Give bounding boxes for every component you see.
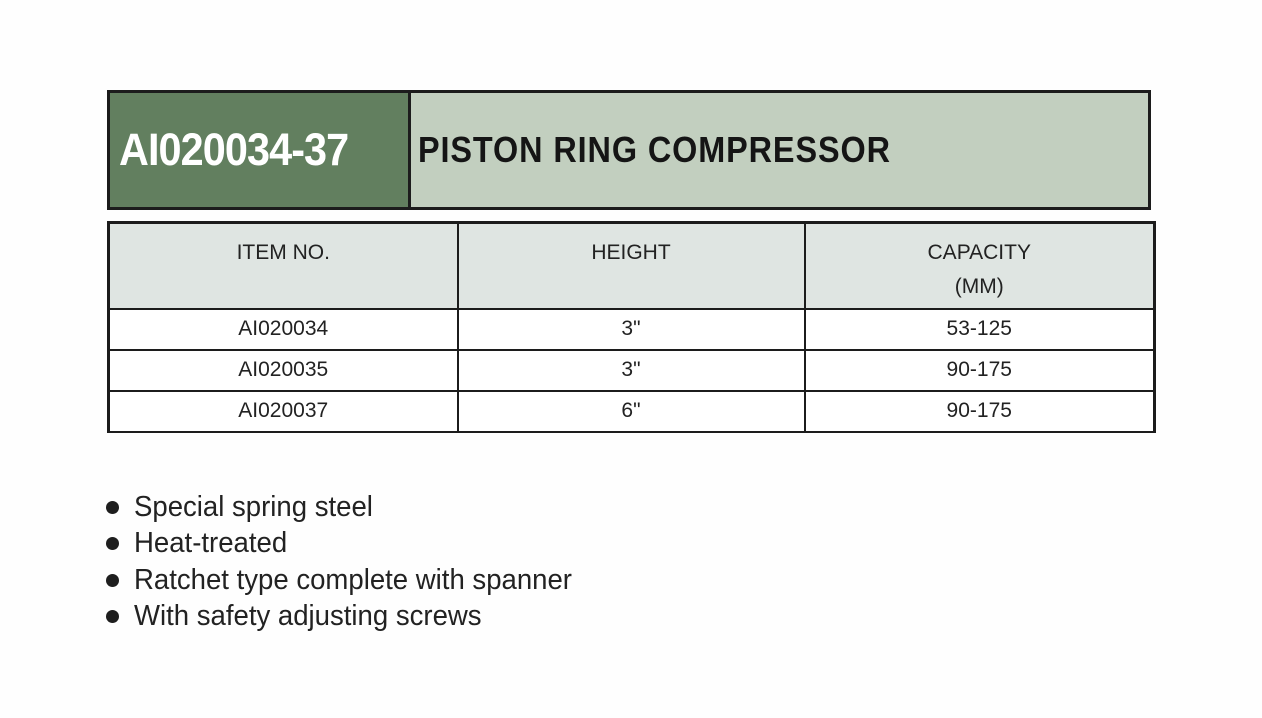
table-row: [109, 350, 1155, 391]
list-item: [104, 599, 595, 636]
cell-capacity: 90-175: [805, 350, 1155, 391]
cell-item-no: AI020034: [109, 309, 458, 350]
table-row: [109, 309, 1155, 350]
column-header-capacity: [805, 223, 1155, 309]
cell-height: 3": [458, 309, 805, 350]
cell-height: 6": [458, 391, 805, 432]
cell-item-no: AI020035: [109, 350, 458, 391]
cell-capacity: 53-125: [805, 309, 1155, 350]
feature-text: With safety adjusting screws: [134, 600, 482, 633]
column-header-item-no: [109, 223, 458, 309]
product-code: AI020034-37: [119, 124, 349, 175]
bullet-icon: [106, 574, 119, 587]
product-title: PISTON RING COMPRESSOR: [418, 129, 891, 170]
bullet-icon: [106, 501, 119, 514]
cell-item-no: AI020037: [109, 391, 458, 432]
product-code-box: [110, 93, 411, 207]
bullet-icon: [106, 537, 119, 550]
product-title-box: [411, 93, 1148, 207]
spec-table: [107, 221, 1156, 433]
column-header-height: [458, 223, 805, 309]
product-header-banner: [107, 90, 1151, 210]
column-header-label: HEIGHT: [591, 241, 671, 264]
column-header-label: ITEM NO.: [236, 241, 330, 264]
feature-list: [104, 489, 595, 635]
feature-text: Heat-treated: [134, 527, 288, 560]
list-item: [104, 526, 595, 563]
cell-capacity: 90-175: [805, 391, 1155, 432]
table-row: [109, 391, 1155, 432]
table-header-row: [109, 223, 1155, 309]
column-header-label: CAPACITY: [927, 241, 1031, 264]
bullet-icon: [106, 610, 119, 623]
feature-text: Ratchet type complete with spanner: [134, 563, 572, 596]
cell-height: 3": [458, 350, 805, 391]
feature-text: Special spring steel: [134, 490, 373, 523]
column-header-unit: (MM): [954, 275, 1004, 298]
list-item: [104, 489, 595, 526]
list-item: [104, 562, 595, 599]
